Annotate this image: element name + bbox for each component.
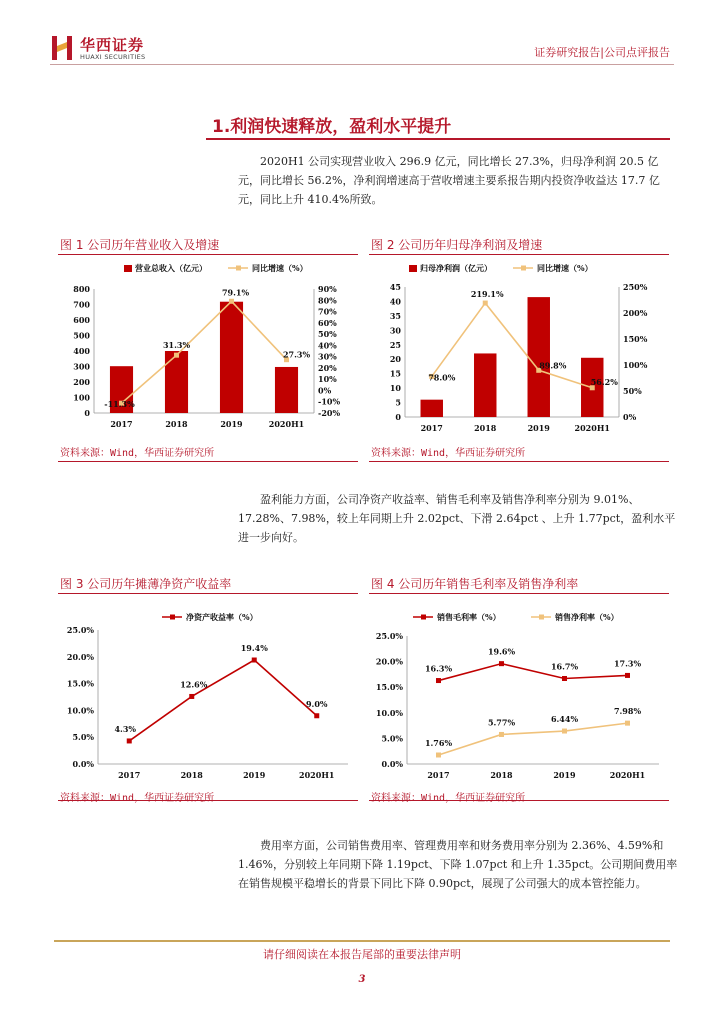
roe-chart-svg: [58, 594, 358, 784]
y-tick-label: 10.0%: [66, 705, 94, 716]
series-line: [439, 664, 628, 681]
y-tick-label: 0: [395, 412, 401, 422]
x-tick-label: 2019: [527, 423, 550, 433]
data-label: 56.2%: [590, 376, 618, 387]
paragraph-profitability: [238, 490, 678, 547]
y2-tick-label: -10%: [318, 396, 341, 407]
y2-tick-label: 200%: [623, 308, 648, 318]
data-point: [229, 299, 234, 304]
data-point: [625, 721, 630, 726]
data-point: [499, 732, 504, 737]
header-divider: [50, 64, 674, 65]
x-tick-label: 2020H1: [268, 419, 305, 429]
legend-label: 同比增速（%）: [537, 263, 593, 273]
data-label: 79.1%: [221, 287, 250, 298]
x-tick-label: 2019: [220, 419, 243, 429]
figure-4-caption: 图 4 公司历年销售毛利率及销售净利率: [371, 577, 579, 591]
bar: [165, 351, 188, 413]
legend-swatch: [409, 265, 417, 272]
paragraph-text: 盈利能力方面，公司净资产收益率、销售毛利率及销售净利率分别为 9.01%、17.28%、7.98%，较上年同期上升 2.02pct、下滑 2.64pct 、上升 1.77pct，盈利水平进一步向好。: [238, 493, 676, 544]
y-tick-label: 400: [73, 346, 90, 356]
revenue-chart-svg: [58, 255, 358, 441]
legend-marker: [170, 615, 175, 620]
figure-2-chart: [369, 254, 669, 462]
bar: [474, 353, 496, 417]
data-point: [499, 661, 504, 666]
y2-tick-label: 250%: [623, 282, 648, 292]
y2-tick-label: 0%: [318, 385, 332, 396]
data-label: 7.98%: [613, 706, 642, 717]
figure-1-chart: [58, 254, 358, 462]
data-label: 12.6%: [180, 679, 208, 690]
figure-3-source: 资料来源：Wind，华西证券研究所: [60, 793, 215, 804]
bar: [275, 367, 298, 413]
y-tick-label: 500: [73, 330, 90, 341]
y-tick-label: 700: [73, 299, 90, 310]
legend-label: 销售净利率（%）: [555, 612, 619, 622]
x-tick-label: 2019: [243, 770, 266, 780]
y-tick-label: 15.0%: [66, 678, 94, 689]
y2-tick-label: 150%: [623, 334, 648, 344]
x-tick-label: 2018: [180, 770, 203, 780]
data-point: [436, 752, 441, 757]
footer-divider: [54, 940, 670, 942]
figure-1-caption: 图 1 公司历年营业收入及增速: [60, 238, 220, 252]
data-point: [625, 673, 630, 678]
y2-tick-label: 20%: [318, 362, 337, 373]
series-line: [122, 301, 287, 403]
data-label: 16.7%: [550, 661, 579, 672]
y-tick-label: 300: [73, 361, 90, 372]
data-point: [314, 713, 319, 718]
series-line: [432, 303, 593, 388]
figure-2-caption: 图 2 公司历年归母净利润及增速: [371, 238, 543, 252]
y-tick-label: 100: [73, 392, 90, 403]
y-tick-label: 40: [389, 296, 401, 307]
y-tick-label: 5: [395, 397, 401, 408]
legend-swatch: [124, 265, 132, 272]
data-point: [174, 353, 179, 358]
data-label: 6.44%: [550, 714, 579, 725]
data-label: 27.3%: [282, 349, 311, 360]
legend-marker: [539, 615, 544, 620]
y2-tick-label: 10%: [318, 374, 337, 385]
x-tick-label: 2018: [474, 423, 497, 433]
y2-tick-label: 0%: [623, 412, 637, 422]
legend-label: 营业总收入（亿元）: [135, 263, 207, 273]
y-tick-label: 20.0%: [375, 656, 403, 667]
data-point: [483, 301, 488, 306]
bar: [421, 400, 443, 417]
legend-label: 净资产收益率（%）: [186, 612, 258, 622]
legend-label: 同比增速（%）: [252, 263, 308, 273]
y2-tick-label: 100%: [623, 360, 648, 370]
y2-tick-label: 50%: [623, 386, 642, 396]
figure-4-chart: [369, 593, 669, 801]
data-label: 1.76%: [424, 737, 453, 748]
paragraph-expense: [238, 836, 678, 893]
data-label: 19.6%: [487, 646, 516, 657]
figure-1-source: 资料来源：Wind，华西证券研究所: [60, 448, 215, 459]
y2-tick-label: 70%: [318, 306, 337, 317]
x-tick-label: 2017: [427, 770, 450, 780]
paragraph-revenue: [238, 152, 678, 209]
paragraph-text: 费用率方面，公司销售费用率、管理费用率和财务费用率分别为 2.36%、4.59%和 1.46%，分别较上年同期下降 1.19pct、下降 1.07pct 和上升 1.35pct。公司期间费用率在销售规模平稳增长的背景下同比下降 0.90pct，展现了公司强大的成本管控能力。: [238, 839, 678, 890]
bar: [528, 297, 550, 417]
data-label: 16.3%: [424, 663, 453, 674]
section-underline: [206, 138, 670, 140]
y2-tick-label: 30%: [318, 351, 337, 362]
data-point: [562, 676, 567, 681]
profit-chart-svg: [369, 255, 669, 441]
logo-en-text: HUAXI SECURITIES: [80, 53, 146, 61]
y-tick-label: 5.0%: [72, 732, 94, 743]
data-label: 31.3%: [162, 340, 191, 351]
data-point: [252, 658, 257, 663]
series-line: [129, 660, 317, 741]
data-label: 219.1%: [470, 289, 504, 300]
y-tick-label: 800: [73, 284, 90, 294]
huaxi-logo-icon: [50, 34, 74, 62]
figure-3-chart: [58, 593, 358, 801]
data-label: 89.8%: [539, 360, 567, 371]
y-tick-label: 0: [84, 408, 90, 418]
y-tick-label: 600: [73, 315, 90, 325]
y-tick-label: 25.0%: [375, 631, 403, 641]
y-tick-label: 0.0%: [72, 759, 94, 769]
x-tick-label: 2020H1: [574, 423, 610, 433]
y-tick-label: 35: [389, 310, 401, 321]
y2-tick-label: -20%: [318, 408, 341, 418]
x-tick-label: 2017: [110, 419, 133, 429]
figure-4-source: 资料来源：Wind，华西证券研究所: [371, 793, 526, 804]
section-title: 1.利润快速释放，盈利水平提升: [212, 117, 452, 137]
x-tick-label: 2017: [420, 423, 443, 433]
y-tick-label: 20: [389, 354, 401, 365]
x-tick-label: 2018: [165, 419, 188, 429]
y2-tick-label: 90%: [318, 284, 337, 294]
legend-label: 销售毛利率（%）: [437, 612, 501, 622]
data-point: [436, 678, 441, 683]
y2-tick-label: 60%: [318, 317, 337, 328]
figure-3-caption: 图 3 公司历年摊薄净资产收益率: [60, 577, 232, 591]
data-point: [127, 738, 132, 743]
y-tick-label: 15: [389, 368, 401, 379]
legal-disclaimer: 请仔细阅读在本报告尾部的重要法律声明: [263, 948, 461, 961]
company-logo: [50, 32, 160, 66]
y2-tick-label: 50%: [318, 329, 337, 340]
figure-2-source: 资料来源：Wind，华西证券研究所: [371, 448, 526, 459]
data-label: 5.77%: [487, 717, 516, 728]
legend-label: 归母净利润（亿元）: [420, 263, 492, 273]
report-type-label: 证券研究报告|公司点评报告: [534, 46, 670, 59]
y-tick-label: 25: [389, 339, 401, 350]
y2-tick-label: 40%: [318, 340, 337, 351]
y-tick-label: 20.0%: [66, 651, 94, 662]
data-point: [562, 729, 567, 734]
data-label: 19.4%: [240, 643, 268, 654]
data-label: 17.3%: [613, 658, 642, 669]
legend-marker: [521, 266, 526, 271]
x-tick-label: 2020H1: [299, 770, 335, 780]
x-tick-label: 2020H1: [609, 770, 646, 780]
data-label: 4.3%: [114, 723, 137, 734]
y-tick-label: 5.0%: [381, 733, 403, 744]
y-tick-label: 200: [73, 377, 90, 387]
data-label: 78.0%: [428, 372, 456, 383]
y-tick-label: 10.0%: [375, 707, 403, 718]
x-tick-label: 2019: [553, 770, 576, 780]
logo-cn-text: 华西证券: [80, 36, 145, 54]
margin-chart-svg: [369, 594, 669, 784]
series-line: [439, 723, 628, 755]
y-tick-label: 25.0%: [66, 625, 94, 635]
data-label: 9.0%: [305, 698, 328, 709]
legend-marker: [236, 266, 241, 271]
y-tick-label: 45: [389, 282, 401, 292]
y-tick-label: 0.0%: [381, 759, 403, 769]
y-tick-label: 15.0%: [375, 682, 403, 693]
legend-marker: [421, 615, 426, 620]
y-tick-label: 10: [389, 383, 401, 394]
y-tick-label: 30: [389, 325, 401, 336]
y2-tick-label: 80%: [318, 295, 337, 306]
paragraph-text: 2020H1 公司实现营业收入 296.9 亿元，同比增长 27.3%，归母净利润 20.5 亿元，同比增长 56.2%，净利润增速高于营收增速主要系报告期内投资净收益达 17.7 亿元，同比上升 410.4%所致。: [238, 155, 660, 206]
data-label: -11.3%: [104, 399, 135, 410]
x-tick-label: 2017: [118, 770, 141, 780]
data-point: [189, 694, 194, 699]
page-number: 3: [358, 974, 366, 985]
x-tick-label: 2018: [490, 770, 513, 780]
bar: [220, 302, 243, 413]
